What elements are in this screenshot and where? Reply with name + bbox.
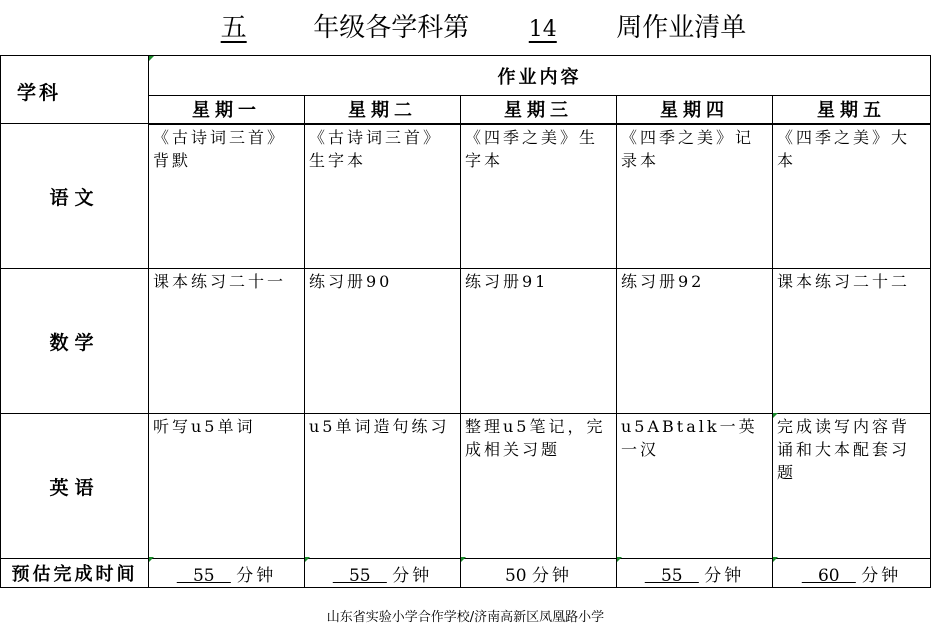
time-unit: 分钟 bbox=[704, 565, 745, 586]
homework-cell: 《四季之美》生字本 bbox=[461, 124, 617, 269]
homework-cell: 练习册90 bbox=[305, 269, 461, 414]
time-value: 50 bbox=[504, 565, 527, 586]
time-value: 55 bbox=[176, 565, 231, 586]
day-header: 星期三 bbox=[461, 96, 617, 124]
subject-header: 学科 bbox=[1, 56, 149, 124]
time-unit: 分钟 bbox=[861, 565, 902, 586]
homework-cell: 课本练习二十二 bbox=[773, 269, 931, 414]
cell-marker bbox=[149, 557, 154, 562]
school-footer: 山东省实验小学合作学校/济南高新区凤凰路小学 bbox=[326, 610, 605, 625]
subject-english: 英语 bbox=[1, 414, 149, 559]
subject-math: 数学 bbox=[1, 269, 149, 414]
day-header: 星期二 bbox=[305, 96, 461, 124]
homework-cell: 《古诗词三首》生字本 bbox=[305, 124, 461, 269]
subject-chinese: 语文 bbox=[1, 124, 149, 269]
table-row bbox=[1, 124, 931, 269]
homework-cell: 听写u5单词 bbox=[149, 414, 305, 559]
time-unit: 分钟 bbox=[236, 565, 277, 586]
time-cell bbox=[461, 559, 617, 588]
title-suffix: 周作业清单 bbox=[616, 13, 747, 43]
homework-table bbox=[0, 55, 931, 588]
homework-cell: 课本练习二十一 bbox=[149, 269, 305, 414]
day-header: 星期四 bbox=[617, 96, 773, 124]
homework-cell: 完成读写内容背诵和大本配套习题 bbox=[773, 414, 931, 559]
cell-marker bbox=[617, 557, 622, 562]
time-value: 55 bbox=[332, 565, 387, 586]
table-row bbox=[1, 414, 931, 559]
time-cell bbox=[149, 559, 305, 588]
time-cell bbox=[773, 559, 931, 588]
day-header: 星期五 bbox=[773, 96, 931, 124]
estimated-time-label: 预估完成时间 bbox=[1, 559, 149, 588]
time-value: 60 bbox=[801, 565, 856, 586]
time-cell bbox=[617, 559, 773, 588]
homework-cell: 练习册91 bbox=[461, 269, 617, 414]
week-blank: 14 bbox=[528, 17, 557, 42]
cell-marker bbox=[461, 557, 466, 562]
cell-marker bbox=[773, 557, 778, 562]
time-cell bbox=[305, 559, 461, 588]
time-row bbox=[1, 559, 931, 588]
content-header: 作业内容 bbox=[149, 56, 931, 96]
homework-cell: 《古诗词三首》背默 bbox=[149, 124, 305, 269]
day-header: 星期一 bbox=[149, 96, 305, 124]
homework-cell: u5ABtalk一英一汉 bbox=[617, 414, 773, 559]
cell-marker bbox=[773, 413, 778, 418]
title-middle: 年级各学科第 bbox=[313, 13, 470, 43]
cell-marker bbox=[149, 56, 154, 61]
homework-cell: 练习册92 bbox=[617, 269, 773, 414]
table-row bbox=[1, 269, 931, 414]
time-unit: 分钟 bbox=[392, 565, 433, 586]
homework-cell: 《四季之美》记录本 bbox=[617, 124, 773, 269]
time-unit: 分钟 bbox=[532, 565, 573, 586]
homework-cell: u5单词造句练习 bbox=[305, 414, 461, 559]
cell-marker bbox=[305, 557, 310, 562]
grade-blank: 五 bbox=[220, 13, 247, 43]
homework-cell: 整理u5笔记，完成相关习题 bbox=[461, 414, 617, 559]
time-value: 55 bbox=[644, 565, 699, 586]
page-title bbox=[0, 12, 931, 46]
homework-cell: 《四季之美》大本 bbox=[773, 124, 931, 269]
